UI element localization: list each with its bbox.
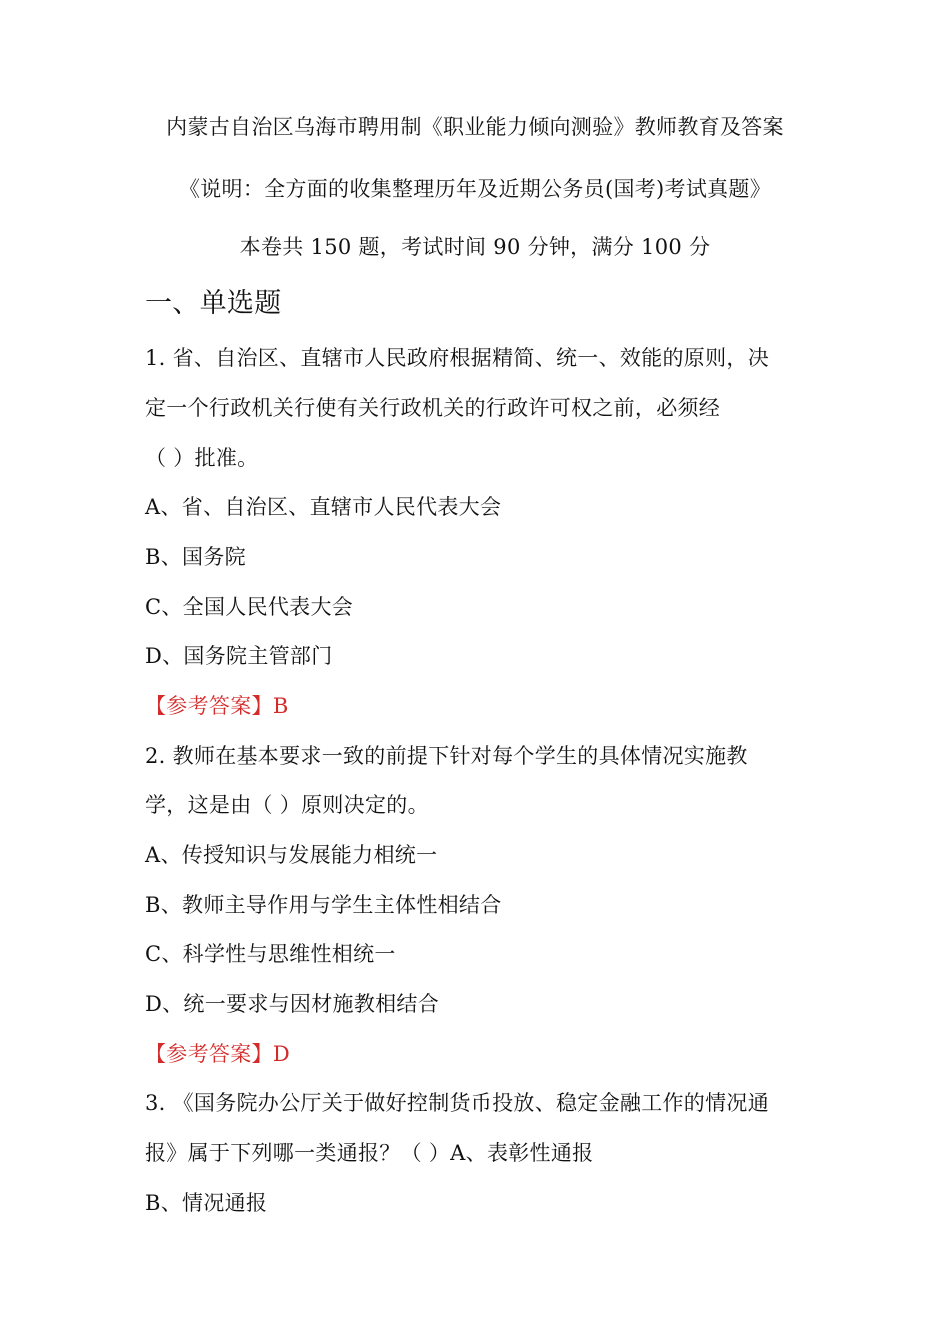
question-2-line-2: 学，这是由（ ）原则决定的。 [145, 793, 429, 817]
question-1-line-1: 1. 省、自治区、直辖市人民政府根据精简、统一、效能的原则，决 [145, 346, 770, 370]
question-3-line-2: 报》属于下列哪一类通报？（ ）A、表彰性通报 [145, 1141, 594, 1165]
document-title: 内蒙古自治区乌海市聘用制《职业能力倾向测验》教师教育及答案 [166, 115, 784, 139]
question-1-option-a: A、省、自治区、直辖市人民代表大会 [145, 495, 502, 519]
question-1-answer [145, 691, 289, 721]
answer-label: 【参考答案】 [145, 694, 273, 718]
question-3-line-1: 3. 《国务院办公厅关于做好控制货币投放、稳定金融工作的情况通 [145, 1091, 770, 1115]
question-3-option-b: B、情况通报 [145, 1191, 268, 1215]
question-2-option-b: B、教师主导作用与学生主体性相结合 [145, 893, 502, 917]
answer-value: D [272, 1042, 290, 1066]
question-1-option-c: C、全国人民代表大会 [145, 595, 354, 619]
question-1-line-2: 定一个行政机关行使有关行政机关的行政许可权之前，必须经 [145, 396, 721, 420]
question-2-option-c: C、科学性与思维性相统一 [145, 942, 396, 966]
section-title: 一、单选题 [145, 288, 282, 319]
question-1-line-3: （ ）批准。 [145, 446, 259, 470]
question-2-option-d: D、统一要求与因材施教相结合 [145, 992, 440, 1016]
question-2-option-a: A、传授知识与发展能力相统一 [145, 843, 438, 867]
document-subtitle: 《说明：全方面的收集整理历年及近期公务员(国考)考试真题》 [178, 177, 772, 201]
question-1-option-b: B、国务院 [145, 545, 246, 569]
question-1-option-d: D、国务院主管部门 [145, 644, 333, 668]
question-2-answer [145, 1039, 290, 1069]
answer-label: 【参考答案】 [145, 1042, 273, 1066]
question-2-line-1: 2. 教师在基本要求一致的前提下针对每个学生的具体情况实施教 [145, 744, 748, 768]
exam-info: 本卷共 150 题，考试时间 90 分钟，满分 100 分 [239, 235, 711, 259]
answer-value: B [272, 694, 289, 718]
